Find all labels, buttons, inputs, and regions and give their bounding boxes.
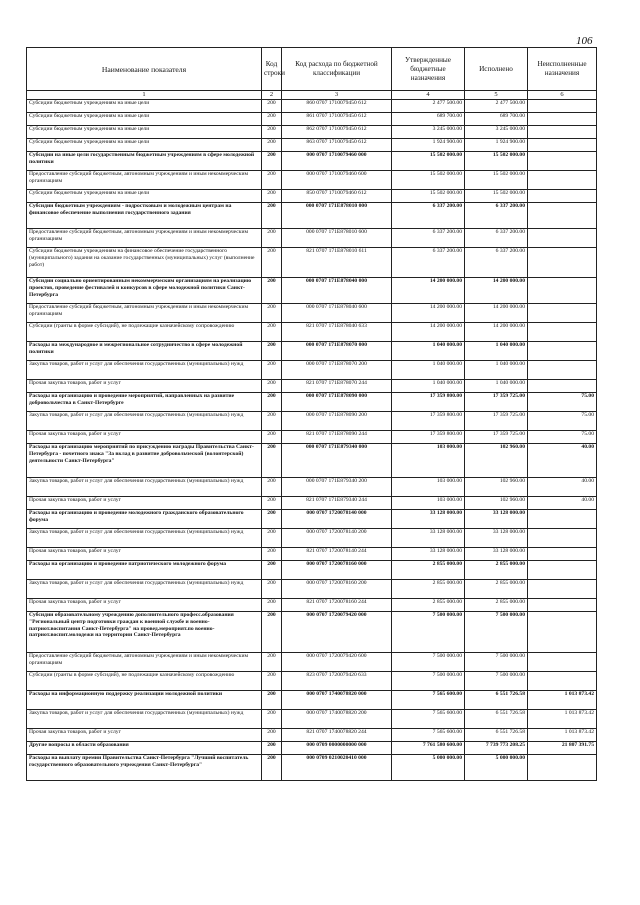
row-executed-amount: 102 960.00 [465, 497, 528, 510]
row-indicator-name: Субсидии бюджетным учреждениям на иные цели [27, 113, 262, 126]
row-line-code: 200 [262, 323, 282, 342]
row-classification-code: 000 0707 171E878070 200 [282, 361, 392, 380]
row-approved-amount: 1 040 000.00 [392, 342, 465, 361]
row-executed-amount: 102 960.00 [465, 444, 528, 478]
row-indicator-name: Субсидии бюджетным учреждениям на иные цели [27, 190, 262, 203]
row-classification-code: 000 0707 1740078820 000 [282, 691, 392, 710]
row-approved-amount: 33 128 000.00 [392, 510, 465, 529]
row-unexecuted-amount: 40.00 [528, 444, 597, 478]
table-row [27, 304, 597, 323]
row-classification-code: 000 0707 171E879340 200 [282, 478, 392, 497]
row-executed-amount: 7 500 000.00 [465, 653, 528, 672]
row-indicator-name: Закупка товаров, работ и услуг для обеспечения государственных (муниципальных) нужд [27, 412, 262, 431]
row-unexecuted-amount: 75.00 [528, 431, 597, 444]
row-approved-amount: 7 565 600.00 [392, 691, 465, 710]
row-line-code: 200 [262, 229, 282, 248]
row-executed-amount: 7 500 000.00 [465, 672, 528, 691]
page-number: 106 [576, 35, 593, 47]
row-unexecuted-amount [528, 529, 597, 548]
table-row [27, 393, 597, 412]
table-row [27, 171, 597, 190]
table-row [27, 152, 597, 171]
row-indicator-name: Расходы на организацию и проведение патриотического молодежного форума [27, 561, 262, 580]
row-approved-amount: 5 000 000.00 [392, 755, 465, 781]
row-classification-code: 821 0707 171E878090 244 [282, 431, 392, 444]
table-row [27, 190, 597, 203]
row-indicator-name: Субсидии социально ориентированным некоммерческим организациям на реализацию проектов, проведение фестивалей и конкурсов в сфере молодежной политики Санкт-Петербурга [27, 278, 262, 304]
row-indicator-name: Закупка товаров, работ и услуг для обеспечения государственных (муниципальных) нужд [27, 361, 262, 380]
row-executed-amount: 2 855 000.00 [465, 580, 528, 599]
row-executed-amount: 33 128 000.00 [465, 548, 528, 561]
row-executed-amount: 17 359 725.00 [465, 393, 528, 412]
row-line-code: 200 [262, 729, 282, 742]
table-body [27, 100, 597, 781]
row-unexecuted-amount: 75.00 [528, 412, 597, 431]
row-unexecuted-amount [528, 361, 597, 380]
row-classification-code: 863 0707 1710079450 612 [282, 139, 392, 152]
row-line-code: 200 [262, 653, 282, 672]
row-unexecuted-amount [528, 612, 597, 653]
row-classification-code: 821 0707 1740078820 244 [282, 729, 392, 742]
row-unexecuted-amount [528, 229, 597, 248]
row-executed-amount: 6 551 726.58 [465, 710, 528, 729]
row-indicator-name: Субсидии бюджетным учреждениям - подростковым и молодежным центрам на финансовое обеспечение выполнения государственного задания [27, 203, 262, 229]
row-line-code: 200 [262, 497, 282, 510]
row-classification-code: 000 0707 171E878090 200 [282, 412, 392, 431]
row-classification-code: 000 0707 1720078160 200 [282, 580, 392, 599]
row-approved-amount: 6 337 200.00 [392, 229, 465, 248]
row-unexecuted-amount [528, 203, 597, 229]
row-classification-code: 000 0707 1720078140 000 [282, 510, 392, 529]
header-approved: Утвержденные бюджетные назначения [392, 48, 465, 91]
table-row [27, 100, 597, 113]
row-approved-amount: 7 565 600.00 [392, 729, 465, 742]
row-line-code: 200 [262, 113, 282, 126]
row-classification-code: 821 0707 171E878010 611 [282, 248, 392, 278]
row-classification-code: 860 0707 1710079450 612 [282, 100, 392, 113]
table-row [27, 612, 597, 653]
row-classification-code: 000 0707 171E878070 000 [282, 342, 392, 361]
row-indicator-name: Расходы на организацию и проведение молодежного гражданского образовательного форума [27, 510, 262, 529]
row-unexecuted-amount [528, 510, 597, 529]
row-classification-code: 000 0707 1720079420 000 [282, 612, 392, 653]
row-indicator-name: Закупка товаров, работ и услуг для обеспечения государственных (муниципальных) нужд [27, 710, 262, 729]
table-row [27, 139, 597, 152]
table-row [27, 548, 597, 561]
row-approved-amount: 33 128 000.00 [392, 548, 465, 561]
row-executed-amount: 5 000 000.00 [465, 755, 528, 781]
row-executed-amount: 1 040 000.00 [465, 380, 528, 393]
row-indicator-name: Расходы на выплату премии Правительства Санкт-Петербурга "Лучший воспитатель государственного образовательного учреждения Санкт-Петербурга" [27, 755, 262, 781]
row-approved-amount: 15 502 000.00 [392, 171, 465, 190]
table-row [27, 561, 597, 580]
row-approved-amount: 7 500 000.00 [392, 653, 465, 672]
row-indicator-name: Субсидии бюджетным учреждениям на иные цели [27, 126, 262, 139]
row-indicator-name: Субсидии (гранты в форме субсидий), не подлежащие казначейскому сопровождению [27, 672, 262, 691]
row-unexecuted-amount: 40.00 [528, 497, 597, 510]
row-executed-amount: 6 337 200.00 [465, 229, 528, 248]
row-indicator-name: Субсидии (гранты в форме субсидий), не подлежащие казначейскому сопровождению [27, 323, 262, 342]
table-row [27, 229, 597, 248]
row-classification-code: 821 0707 171E878040 633 [282, 323, 392, 342]
row-classification-code: 000 0707 1710079460 000 [282, 152, 392, 171]
row-line-code: 200 [262, 710, 282, 729]
row-unexecuted-amount [528, 190, 597, 203]
header-unexecuted: Неисполненные назначения [528, 48, 597, 91]
row-executed-amount: 2 477 500.00 [465, 100, 528, 113]
row-line-code: 200 [262, 361, 282, 380]
row-line-code: 200 [262, 478, 282, 497]
table-row [27, 497, 597, 510]
table-row [27, 755, 597, 781]
row-approved-amount: 6 337 200.00 [392, 203, 465, 229]
row-executed-amount: 33 128 000.00 [465, 510, 528, 529]
table-row [27, 444, 597, 478]
table-row [27, 742, 597, 755]
row-indicator-name: Субсидии бюджетным учреждениям на финансовое обеспечение государственного (муниципального) задания на оказание государственных (муниципальных) услуг (выполнение работ) [27, 248, 262, 278]
row-executed-amount: 6 337 200.00 [465, 203, 528, 229]
row-indicator-name: Субсидии образовательному учреждению дополнительного професс.образования "Региональный центр подготовки граждан к военной службе и военно-патриот.воспитания Санкт-Петербурга" на провед.мероприят.по военно-патриот.воспит.молодежи на территории Санкт-Петербурга [27, 612, 262, 653]
row-executed-amount: 14 200 000.00 [465, 304, 528, 323]
table-row [27, 323, 597, 342]
row-executed-amount: 17 359 725.00 [465, 431, 528, 444]
row-executed-amount: 15 502 000.00 [465, 190, 528, 203]
row-executed-amount: 6 551 726.58 [465, 691, 528, 710]
row-classification-code: 000 0707 171E878090 000 [282, 393, 392, 412]
row-executed-amount: 17 359 725.00 [465, 412, 528, 431]
row-approved-amount: 7 500 000.00 [392, 612, 465, 653]
row-executed-amount: 7 739 773 208.25 [465, 742, 528, 755]
row-approved-amount: 14 200 000.00 [392, 304, 465, 323]
row-line-code: 200 [262, 599, 282, 612]
row-approved-amount: 33 128 000.00 [392, 529, 465, 548]
row-unexecuted-amount [528, 672, 597, 691]
row-unexecuted-amount [528, 653, 597, 672]
row-indicator-name: Прочая закупка товаров, работ и услуг [27, 380, 262, 393]
row-line-code: 200 [262, 580, 282, 599]
table-row [27, 361, 597, 380]
row-classification-code: 000 0707 171E878010 000 [282, 203, 392, 229]
row-approved-amount: 103 000.00 [392, 444, 465, 478]
row-unexecuted-amount [528, 139, 597, 152]
row-line-code: 200 [262, 548, 282, 561]
row-approved-amount: 103 000.00 [392, 497, 465, 510]
row-executed-amount: 14 200 000.00 [465, 323, 528, 342]
row-indicator-name: Субсидии бюджетным учреждениям на иные цели [27, 139, 262, 152]
row-line-code: 200 [262, 672, 282, 691]
table-row [27, 478, 597, 497]
row-unexecuted-amount [528, 113, 597, 126]
row-approved-amount: 15 502 000.00 [392, 152, 465, 171]
table-row [27, 113, 597, 126]
row-classification-code: 823 0707 1720079420 633 [282, 672, 392, 691]
row-approved-amount: 7 761 580 600.00 [392, 742, 465, 755]
row-unexecuted-amount [528, 755, 597, 781]
row-classification-code: 000 0707 1720078140 200 [282, 529, 392, 548]
row-executed-amount: 15 502 000.00 [465, 152, 528, 171]
row-line-code: 200 [262, 171, 282, 190]
table-row [27, 412, 597, 431]
row-classification-code: 821 0707 1720078140 244 [282, 548, 392, 561]
row-executed-amount: 7 500 000.00 [465, 612, 528, 653]
table-row [27, 672, 597, 691]
row-unexecuted-amount [528, 171, 597, 190]
row-line-code: 200 [262, 561, 282, 580]
row-unexecuted-amount [528, 278, 597, 304]
row-indicator-name: Закупка товаров, работ и услуг для обеспечения государственных (муниципальных) нужд [27, 580, 262, 599]
row-classification-code: 821 0707 1720078160 244 [282, 599, 392, 612]
row-classification-code: 000 0709 0000000000 000 [282, 742, 392, 755]
row-classification-code: 000 0709 0210020410 000 [282, 755, 392, 781]
row-unexecuted-amount [528, 304, 597, 323]
column-number: 1 [27, 91, 262, 100]
row-classification-code: 000 0707 171E878040 600 [282, 304, 392, 323]
row-unexecuted-amount [528, 380, 597, 393]
column-number-row [27, 91, 597, 100]
table-row [27, 278, 597, 304]
row-line-code: 200 [262, 412, 282, 431]
row-indicator-name: Расходы на организацию и проведение мероприятий, направленных на развитие добровольчества в Санкт-Петербурге [27, 393, 262, 412]
header-indicator-name: Наименование показателя [27, 48, 262, 91]
row-approved-amount: 2 855 000.00 [392, 580, 465, 599]
table-row [27, 342, 597, 361]
table-row [27, 729, 597, 742]
row-approved-amount: 1 040 000.00 [392, 380, 465, 393]
table-row [27, 248, 597, 278]
row-classification-code: 000 0707 1710079460 600 [282, 171, 392, 190]
row-classification-code: 821 0707 171E879340 244 [282, 497, 392, 510]
row-executed-amount: 689 700.00 [465, 113, 528, 126]
row-unexecuted-amount [528, 599, 597, 612]
row-classification-code: 000 0707 1740078820 200 [282, 710, 392, 729]
table-row [27, 431, 597, 444]
row-approved-amount: 1 040 000.00 [392, 361, 465, 380]
row-unexecuted-amount: 1 013 873.42 [528, 691, 597, 710]
row-unexecuted-amount [528, 126, 597, 139]
row-classification-code: 000 0707 1720078160 000 [282, 561, 392, 580]
row-approved-amount: 14 200 000.00 [392, 323, 465, 342]
row-classification-code: 000 0707 1720079420 600 [282, 653, 392, 672]
column-number: 4 [392, 91, 465, 100]
header-line-code: Код строки [262, 48, 282, 91]
row-line-code: 200 [262, 612, 282, 653]
table-row [27, 599, 597, 612]
row-indicator-name: Расходы на информационную поддержку реализации молодежной политики [27, 691, 262, 710]
row-indicator-name: Прочая закупка товаров, работ и услуг [27, 497, 262, 510]
row-indicator-name: Субсидии бюджетным учреждениям на иные цели [27, 100, 262, 113]
table-row [27, 510, 597, 529]
row-approved-amount: 7 565 600.00 [392, 710, 465, 729]
row-executed-amount: 3 245 000.00 [465, 126, 528, 139]
row-approved-amount: 1 924 900.00 [392, 139, 465, 152]
row-indicator-name: Закупка товаров, работ и услуг для обеспечения государственных (муниципальных) нужд [27, 529, 262, 548]
table-row [27, 580, 597, 599]
row-unexecuted-amount [528, 323, 597, 342]
row-executed-amount: 14 200 000.00 [465, 278, 528, 304]
row-classification-code: 821 0707 171E878070 244 [282, 380, 392, 393]
row-line-code: 200 [262, 190, 282, 203]
row-line-code: 200 [262, 278, 282, 304]
row-executed-amount: 2 855 000.00 [465, 599, 528, 612]
row-approved-amount: 17 359 800.00 [392, 431, 465, 444]
row-indicator-name: Закупка товаров, работ и услуг для обеспечения государственных (муниципальных) нужд [27, 478, 262, 497]
row-line-code: 200 [262, 444, 282, 478]
row-approved-amount: 6 337 200.00 [392, 248, 465, 278]
row-line-code: 200 [262, 203, 282, 229]
row-classification-code: 000 0707 171E879340 000 [282, 444, 392, 478]
row-unexecuted-amount [528, 561, 597, 580]
row-indicator-name: Прочая закупка товаров, работ и услуг [27, 548, 262, 561]
row-line-code: 200 [262, 510, 282, 529]
table-row [27, 380, 597, 393]
row-approved-amount: 2 855 000.00 [392, 599, 465, 612]
column-number: 6 [528, 91, 597, 100]
row-executed-amount: 15 502 000.00 [465, 171, 528, 190]
row-indicator-name: Предоставление субсидий бюджетным, автономным учреждениям и иным некоммерческим организациям [27, 171, 262, 190]
row-executed-amount: 6 337 200.00 [465, 248, 528, 278]
row-line-code: 200 [262, 152, 282, 171]
row-indicator-name: Предоставление субсидий бюджетным, автономным учреждениям и иным некоммерческим организациям [27, 653, 262, 672]
row-approved-amount: 15 502 000.00 [392, 190, 465, 203]
row-unexecuted-amount: 75.00 [528, 393, 597, 412]
row-indicator-name: Прочая закупка товаров, работ и услуг [27, 599, 262, 612]
table-row [27, 691, 597, 710]
row-classification-code: 862 0707 1710079450 612 [282, 126, 392, 139]
row-classification-code: 850 0707 1710079460 612 [282, 190, 392, 203]
row-unexecuted-amount [528, 342, 597, 361]
row-approved-amount: 103 000.00 [392, 478, 465, 497]
row-approved-amount: 3 245 000.00 [392, 126, 465, 139]
header-classification-code: Код расхода по бюджетной классификации [282, 48, 392, 91]
header-executed: Исполнено [465, 48, 528, 91]
row-unexecuted-amount [528, 248, 597, 278]
row-line-code: 200 [262, 100, 282, 113]
row-unexecuted-amount: 21 807 391.75 [528, 742, 597, 755]
row-indicator-name: Прочая закупка товаров, работ и услуг [27, 729, 262, 742]
row-approved-amount: 7 500 000.00 [392, 672, 465, 691]
row-unexecuted-amount [528, 100, 597, 113]
row-line-code: 200 [262, 742, 282, 755]
row-line-code: 200 [262, 126, 282, 139]
row-executed-amount: 6 551 726.58 [465, 729, 528, 742]
row-approved-amount: 2 855 000.00 [392, 561, 465, 580]
column-number: 3 [282, 91, 392, 100]
budget-execution-table [26, 47, 597, 781]
row-classification-code: 861 0707 1710079450 612 [282, 113, 392, 126]
row-unexecuted-amount [528, 152, 597, 171]
row-indicator-name: Предоставление субсидий бюджетным, автономным учреждениям и иным некоммерческим организациям [27, 304, 262, 323]
row-executed-amount: 1 040 000.00 [465, 342, 528, 361]
column-number: 5 [465, 91, 528, 100]
row-executed-amount: 102 960.00 [465, 478, 528, 497]
table-row [27, 653, 597, 672]
row-classification-code: 000 0707 171E878010 600 [282, 229, 392, 248]
table-row [27, 710, 597, 729]
row-indicator-name: Прочая закупка товаров, работ и услуг [27, 431, 262, 444]
row-unexecuted-amount: 1 013 873.42 [528, 710, 597, 729]
row-unexecuted-amount [528, 580, 597, 599]
table-row [27, 126, 597, 139]
row-line-code: 200 [262, 139, 282, 152]
row-approved-amount: 14 200 000.00 [392, 278, 465, 304]
row-line-code: 200 [262, 755, 282, 781]
row-indicator-name: Другие вопросы в области образования [27, 742, 262, 755]
row-line-code: 200 [262, 342, 282, 361]
row-classification-code: 000 0707 171E878040 000 [282, 278, 392, 304]
column-number: 2 [262, 91, 282, 100]
row-indicator-name: Субсидии на иные цели государственным бюджетным учреждениям в сфере молодежной политики [27, 152, 262, 171]
row-line-code: 200 [262, 248, 282, 278]
row-indicator-name: Расходы на организацию мероприятий по присуждению награды Правительства Санкт-Петербурга - почетного знака "За вклад в развитие добровольческой (волонтерской) деятельности Санкт-Петербурга" [27, 444, 262, 478]
row-approved-amount: 689 700.00 [392, 113, 465, 126]
row-indicator-name: Предоставление субсидий бюджетным, автономным учреждениям и иным некоммерческим организациям [27, 229, 262, 248]
row-line-code: 200 [262, 380, 282, 393]
row-executed-amount: 1 924 900.00 [465, 139, 528, 152]
table-header-row [27, 48, 597, 91]
row-line-code: 200 [262, 691, 282, 710]
table-row [27, 529, 597, 548]
row-approved-amount: 2 477 500.00 [392, 100, 465, 113]
row-executed-amount: 1 040 000.00 [465, 361, 528, 380]
row-indicator-name: Расходы на международное и межрегиональное сотрудничество в сфере молодежной политики [27, 342, 262, 361]
row-unexecuted-amount [528, 548, 597, 561]
table-row [27, 203, 597, 229]
row-line-code: 200 [262, 529, 282, 548]
row-executed-amount: 33 128 000.00 [465, 529, 528, 548]
row-approved-amount: 17 359 800.00 [392, 412, 465, 431]
row-unexecuted-amount: 40.00 [528, 478, 597, 497]
row-line-code: 200 [262, 393, 282, 412]
row-line-code: 200 [262, 431, 282, 444]
row-unexecuted-amount: 1 013 873.42 [528, 729, 597, 742]
row-line-code: 200 [262, 304, 282, 323]
row-approved-amount: 17 359 800.00 [392, 393, 465, 412]
row-executed-amount: 2 855 000.00 [465, 561, 528, 580]
